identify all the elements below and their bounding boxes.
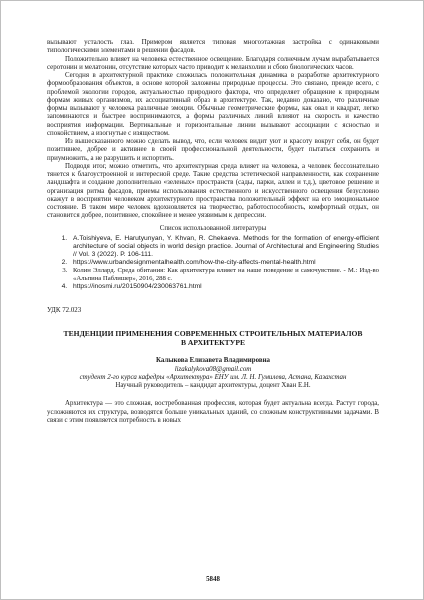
references-list (47, 235, 379, 292)
page-content (47, 39, 379, 425)
article-title (47, 329, 379, 347)
author-name: Калыкова Елизавета Владимировна (155, 357, 271, 365)
references-title: Список использованной литературы (159, 224, 267, 232)
article-title-line: В АРХИТЕКТУРЕ (180, 338, 246, 348)
body-paragraph: Подводя итог, можно отметить, что архитектурная среда влияет на человека, а человек бессознательно тянется к благоустроенной и интересной среде. Такие средства эстетической направленности, как сохранение ландшафта и создание дополнительно «зеленых» пространств (сады, парки, аллеи и т.д.), цветовое решение и организация ритма фасадов, приемы использования естественного и искусственного освещения безусловно окажут в восприятии человеком архитектурного пространства положительный эффект на его эмоциональное состояние. В таком мире человек вдохновляется на творчество, работоспособность, комфортный отдых, он становится добрее, позитивнее, спокойнее и менее уязвимым к депрессии. (47, 162, 379, 220)
article-title-line: ТЕНДЕНЦИИ ПРИМЕНЕНИЯ СОВРЕМЕННЫХ СТРОИТЕЛЬНЫХ МАТЕРИАЛОВ (63, 329, 363, 339)
reference-item[interactable]: 4. https://inosmi.ru/20150904/230063761.html (69, 283, 379, 291)
body-paragraph: Положительно влияет на человека естественное освещение. Благодаря солнечным лучам вырабатывается серотонин и мелатонин, отсутствие которых часто приводит к меланхолии и сбою биологических часов. (47, 55, 379, 71)
page-number: 5848 (206, 576, 220, 583)
reference-item: 3. Колин Эллард. Среда обитания: Как архитектура влияет на наше поведение и самочувствие. - М.: Изд-во «Альпина Паблишер», 2016, 288 с. (69, 267, 379, 283)
reference-item[interactable]: 2. https://www.urbandesignmentalhealth.com/how-the-city-affects-mental-health.html (69, 259, 379, 267)
body-paragraph: Сегодня в архитектурной практике сложилась положительная динамика в разработке архитектурного формообразования объектов, в основе которой заложены природные процессы. Это связано, прежде всего, с проблемой экологии городов, актуальностью природного фактора, что определяет обращение к природным формам живых организмов, их ассоциативный образ в архитектуре. Так, недавно доказано, что различные формы вызывают у человека различные эмоции. Обычные геометрические формы, как овал и квадрат, легко запоминаются и быстрее воспринимаются, а формы различных линий влияют на скорость и качество восприятия информации. Вертикальные и горизонтальные линии вызывают ассоциации с ясностью и спокойствием, а изогнутые с изяществом. (47, 72, 379, 137)
author-email[interactable]: lizakalykova08@gmail.com (174, 365, 252, 373)
author-affiliation: студент 2-го курса кафедры «Архитектура» ЕНУ им. Л. Н. Гумилева, Астана, Казахстан (79, 373, 347, 381)
reference-item: 1. A.Toishiyeva, E. Harutyunyan, Y. Khvan, R. Chekaeva. Methods for the formation of energy-efficient architecture of social objects in world design practice. Journal of Architectural and Engineering Studies // Vol. 3 (2022). P. 106-111. (69, 235, 379, 259)
supervisor: Научный руководитель – кандидат архитектуры, доцент Хван Е.Н. (115, 382, 311, 390)
body-paragraph: вызывают усталость глаз. Примером является типовая многоэтажная застройка с одинаковыми типологическими элементами в решении фасадов. (47, 39, 379, 55)
udc-code: УДК 72.023 (47, 307, 82, 315)
body-paragraph: Из вышесказанного можно сделать вывод, что, если человек видит уют и красоту вокруг себя, он будет позитивнее, добрее и активнее в своей профессиональной деятельности, будет пытаться сохранить и приумножить, а не разрушить и испортить. (47, 138, 379, 162)
article-body-paragraph: Архитектура — это сложная, востребованная профессия, которая будет актуальна всегда. Растут города, усложняются их структура, возводятся больше уникальных зданий, со сложным конструктивными задачами. В связи с этим появляется потребность в новых (47, 400, 379, 424)
